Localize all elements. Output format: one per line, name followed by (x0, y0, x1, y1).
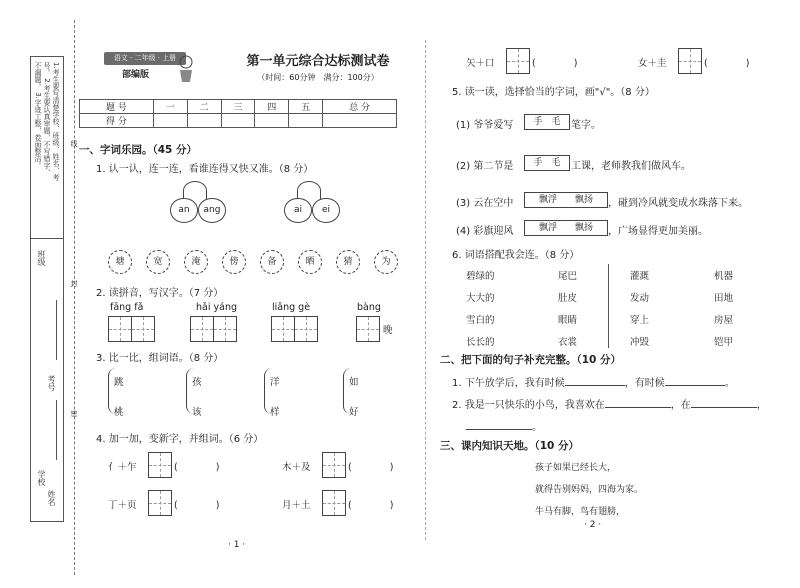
flower-card[interactable]: 傍 (222, 250, 246, 274)
option-box[interactable]: 飘浮 飘扬 (524, 192, 608, 208)
add-formula: 月＋土 (282, 500, 311, 511)
match-word[interactable]: 大大的 (466, 293, 495, 304)
write-box[interactable] (131, 316, 155, 342)
sentence-part: 2. 我是一只快乐的小鸟，我喜欢在 (452, 400, 605, 411)
match-word[interactable]: 长长的 (466, 337, 495, 348)
write-box[interactable] (148, 490, 172, 516)
section-title: 二、把下面的句子补充完整。（10 分） (440, 354, 622, 366)
compare-char: 孩 (192, 377, 202, 388)
write-box[interactable] (322, 490, 346, 516)
score-table (79, 99, 397, 128)
write-box[interactable] (294, 316, 318, 342)
page-divider (425, 40, 426, 540)
question: 4. 加一加，变新字，并组词。（6 分） (96, 434, 264, 445)
match-word[interactable]: 衣裳 (558, 337, 578, 348)
score-header: 四 (255, 100, 289, 114)
answer-paren[interactable]: ( ) (174, 500, 220, 511)
compare-char: 桃 (114, 407, 124, 418)
binding-notes: 1.考生要写清楚学校、班级、姓名、考号。 2.考生要认真审题，不写错字、不漏题。 3.字迹工整，卷面整洁。 (34, 62, 60, 181)
section-title: 三、课内知识天地。（10 分） (440, 440, 580, 452)
score-cell[interactable] (255, 114, 289, 128)
match-word[interactable]: 田地 (714, 293, 734, 304)
apple-card[interactable]: ai (284, 198, 312, 223)
edition-label: 部编版 (122, 70, 150, 80)
score-header: 三 (221, 100, 255, 114)
match-word[interactable]: 肚皮 (558, 293, 578, 304)
score-cell[interactable] (323, 114, 397, 128)
pinyin: liǎng gè (272, 302, 311, 313)
score-row-label: 得 分 (80, 114, 154, 128)
answer-paren[interactable]: ( ) (348, 462, 394, 473)
sentence-pre: (2) 第二节是 (456, 161, 514, 172)
question: 5. 读一读，选择恰当的字词，画"√"。（8 分） (452, 87, 655, 98)
answer-paren[interactable]: ( ) (704, 58, 750, 69)
match-word[interactable]: 雪白的 (466, 315, 495, 326)
score-header: 二 (187, 100, 221, 114)
divider (30, 238, 63, 239)
question: 2. 读拼音，写汉字。（7 分） (96, 288, 224, 299)
label-name: 姓名 (47, 490, 56, 506)
write-box[interactable] (506, 48, 530, 74)
match-word[interactable]: 穿上 (630, 315, 650, 326)
pinyin: hǎi yáng (196, 302, 237, 313)
match-word[interactable]: 房屋 (714, 315, 734, 326)
sentence-pre: (3) 云在空中 (456, 198, 514, 209)
page-number: · 1 · (228, 540, 246, 550)
compare-char: 样 (270, 407, 280, 418)
given-char: 晚 (383, 325, 393, 336)
option-box[interactable]: 飘浮 飘扬 (524, 220, 608, 236)
sentence-part: 。 (724, 378, 735, 389)
mark-line: 线 (70, 140, 78, 147)
page-title: 第一单元综合达标测试卷 (246, 54, 390, 69)
label-examno: 考号 (47, 375, 56, 391)
score-cell[interactable] (289, 114, 323, 128)
write-box[interactable] (356, 316, 380, 342)
flower-card[interactable]: 为 (374, 250, 398, 274)
sentence-post: 笔字。 (571, 120, 601, 131)
flower-card[interactable]: 晒 (298, 250, 322, 274)
option-box[interactable]: 手 毛 (524, 114, 570, 130)
fill-line (56, 300, 57, 360)
option-box[interactable]: 手 毛 (524, 155, 570, 171)
match-word[interactable]: 灌溉 (630, 271, 650, 282)
mascot-icon (176, 54, 196, 84)
add-formula: 矢＋口 (466, 58, 495, 69)
fill-sentence (466, 418, 542, 433)
section-title: 一、字词乐园。（45 分） (79, 144, 198, 156)
page-number: · 2 · (584, 520, 602, 530)
poem-line: 牛马有脚，鸟有翅膀， (535, 507, 626, 517)
write-box[interactable] (108, 316, 132, 342)
apple-card[interactable]: ang (198, 198, 226, 223)
write-box[interactable] (678, 48, 702, 74)
fill-line (56, 400, 57, 460)
apple-card[interactable]: ei (312, 198, 340, 223)
write-box[interactable] (271, 316, 295, 342)
score-header: 五 (289, 100, 323, 114)
answer-paren[interactable]: ( ) (348, 500, 394, 511)
score-cell[interactable] (221, 114, 255, 128)
score-header: 总 分 (323, 100, 397, 114)
compare-char: 跳 (114, 377, 124, 388)
write-box[interactable] (190, 316, 214, 342)
flower-card[interactable]: 淹 (184, 250, 208, 274)
pinyin: bàng (357, 302, 381, 313)
write-box[interactable] (148, 452, 172, 478)
blank[interactable] (605, 407, 671, 408)
score-cell[interactable] (187, 114, 221, 128)
answer-paren[interactable]: ( ) (532, 58, 578, 69)
compare-char: 该 (192, 407, 202, 418)
fill-sentence (452, 374, 735, 389)
blank[interactable] (565, 385, 625, 386)
sentence-pre: (4) 彩旗迎风 (456, 226, 514, 237)
sentence-pre: (1) 爷爷爱写 (456, 120, 514, 131)
flower-card[interactable]: 塘 (108, 250, 132, 274)
question: 3. 比一比，组词语。（8 分） (96, 353, 224, 364)
score-header: 题 号 (80, 100, 154, 114)
mark-seal: 封 (70, 280, 78, 287)
score-cell[interactable] (153, 114, 187, 128)
sentence-part: ，在 (670, 400, 691, 411)
blank[interactable] (466, 429, 532, 430)
add-formula: 木＋及 (282, 462, 311, 473)
flower-card[interactable]: 宽 (146, 250, 170, 274)
question: 6. 词语搭配我会连。（8 分） (452, 250, 580, 261)
match-word[interactable]: 尾巴 (558, 271, 578, 282)
write-box[interactable] (213, 316, 237, 342)
compare-char: 如 (349, 377, 359, 388)
match-word[interactable]: 冲毁 (630, 337, 650, 348)
add-formula: 亻＋乍 (108, 462, 137, 473)
match-word[interactable]: 眼睛 (558, 315, 578, 326)
poem-line: 孩子如果已经长大， (535, 463, 617, 473)
sentence-part: ，有时候 (624, 378, 665, 389)
add-formula: 女＋圭 (638, 58, 667, 69)
sentence-part: 。 (532, 422, 542, 433)
compare-char: 洋 (270, 377, 280, 388)
divider (608, 264, 609, 348)
blank[interactable] (665, 385, 725, 386)
compare-char: 好 (349, 407, 359, 418)
label-class: 班级 (37, 250, 46, 266)
sentence-post: ，碰到冷风就变成水珠落下来。 (608, 198, 748, 209)
add-formula: 丁＋页 (108, 500, 137, 511)
question: 1. 认一认，连一连，看谁连得又快又准。（8 分） (96, 164, 314, 175)
pinyin: fāng fǎ (110, 302, 144, 313)
sentence-post: 工课，老师教我们做风车。 (571, 161, 691, 172)
apple-card[interactable]: an (170, 198, 198, 223)
cut-line (74, 20, 75, 575)
flower-card[interactable]: 备 (260, 250, 284, 274)
fill-sentence (452, 396, 767, 411)
match-word[interactable]: 机器 (714, 271, 734, 282)
sentence-post: ，广场显得更加美丽。 (608, 226, 708, 237)
mark-dense: 密 (70, 410, 78, 417)
match-word[interactable]: 碧绿的 (466, 271, 495, 282)
sentence-part: ， (756, 400, 767, 411)
match-word[interactable]: 发动 (630, 293, 650, 304)
write-box[interactable] (322, 452, 346, 478)
score-header: 一 (153, 100, 187, 114)
answer-paren[interactable]: ( ) (174, 462, 220, 473)
blank[interactable] (691, 407, 757, 408)
label-school: 学校 (37, 470, 46, 486)
grade-banner: 语文 · 二年级 · 上册 (104, 52, 186, 65)
poem-line: 就得告别妈妈，四海为家。 (535, 485, 644, 495)
sentence-part: 1. 下午放学后，我有时候 (452, 378, 565, 389)
flower-card[interactable]: 猜 (336, 250, 360, 274)
match-word[interactable]: 铠甲 (714, 337, 734, 348)
page-subtitle: （时间：60分钟 满分：100分） (257, 73, 379, 82)
